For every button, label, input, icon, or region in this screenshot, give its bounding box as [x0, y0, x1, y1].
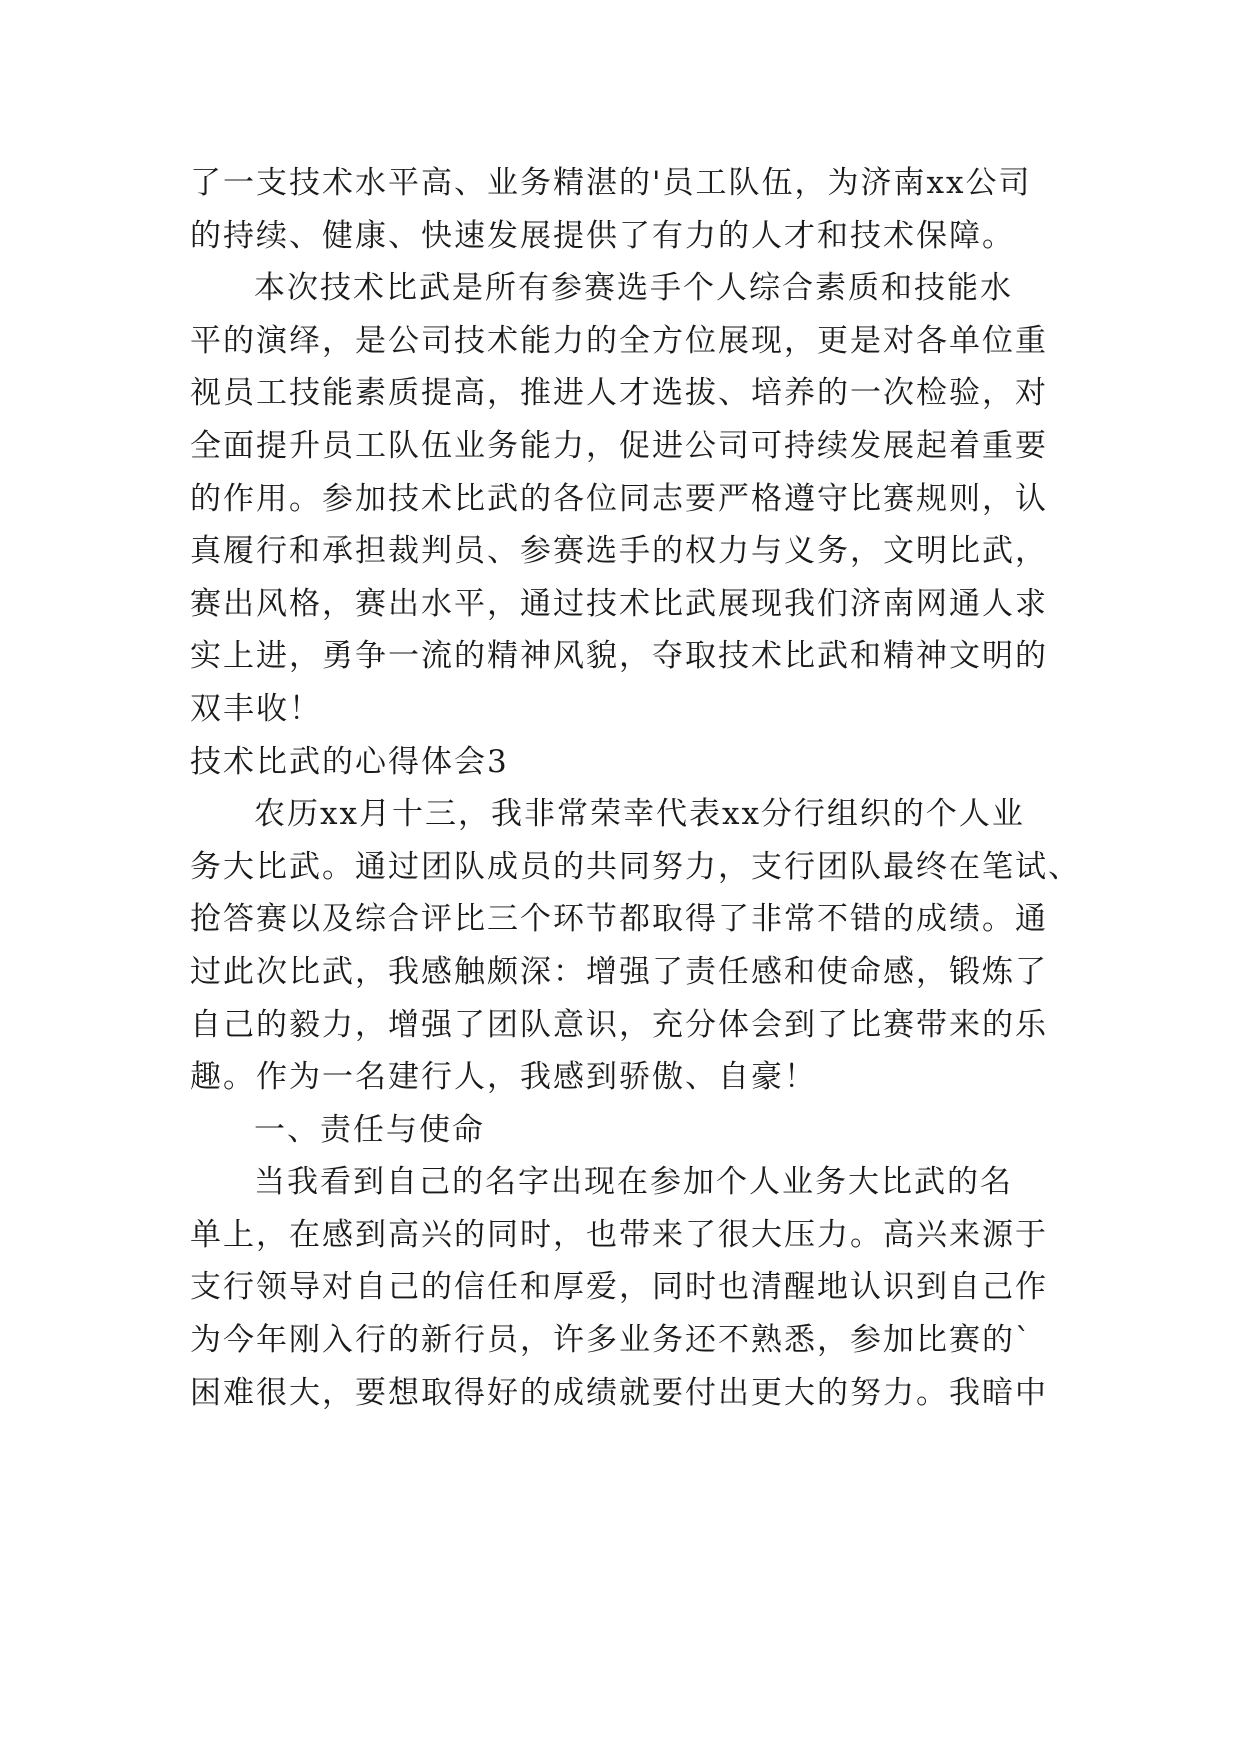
document-body: [190, 157, 1081, 1419]
text-line: 困难很大，要想取得好的成绩就要付出更大的努力。我暗中: [190, 1374, 1048, 1411]
text-line: 支行领导对自己的信任和厚爱，同时也清醒地认识到自己作: [190, 1269, 1048, 1306]
text-line: 农历xx月十三，我非常荣幸代表xx分行组织的个人业: [254, 796, 1025, 833]
text-line: 自己的毅力，增强了团队意识，充分体会到了比赛带来的乐: [190, 1006, 1048, 1043]
text-line: 真履行和承担裁判员、参赛选手的权力与义务，文明比武，: [190, 533, 1048, 570]
text-line: 视员工技能素质提高，推进人才选拔、培养的一次检验，对: [190, 375, 1048, 412]
text-line: 为今年刚入行的新行员，许多业务还不熟悉，参加比赛的`: [190, 1322, 1033, 1359]
text-line: 抢答赛以及综合评比三个环节都取得了非常不错的成绩。通: [190, 901, 1048, 938]
text-line: 过此次比武，我感触颇深：增强了责任感和使命感，锻炼了: [190, 953, 1048, 990]
text-line: 了一支技术水平高、业务精湛的'员工队伍，为济南xx公司: [190, 165, 1032, 201]
text-line: 单上，在感到高兴的同时，也带来了很大压力。高兴来源于: [190, 1216, 1048, 1253]
text-line: 趣。作为一名建行人，我感到骄傲、自豪！: [190, 1059, 817, 1096]
text-line: 的作用。参加技术比武的各位同志要严格遵守比赛规则，认: [190, 480, 1048, 517]
text-line: 务大比武。通过团队成员的共同努力，支行团队最终在笔试、: [190, 848, 1081, 885]
text-line: 一、责任与使命: [254, 1111, 485, 1148]
text-line: 赛出风格，赛出水平，通过技术比武展现我们济南网通人求: [190, 585, 1048, 622]
text-line: 平的演绎，是公司技术能力的全方位展现，更是对各单位重: [190, 322, 1048, 359]
text-line: 的持续、健康、快速发展提供了有力的人才和技术保障。: [190, 217, 1015, 254]
text-line: 本次技术比武是所有参赛选手个人综合素质和技能水: [254, 270, 1013, 307]
text-line: 技术比武的心得体会3: [190, 743, 509, 780]
text-line: 全面提升员工队伍业务能力，促进公司可持续发展起着重要: [190, 427, 1048, 464]
text-line: 当我看到自己的名字出现在参加个人业务大比武的名: [254, 1164, 1013, 1201]
text-line: 实上进，勇争一流的精神风貌，夺取技术比武和精神文明的: [190, 638, 1048, 675]
text-line: 双丰收！: [190, 690, 322, 727]
